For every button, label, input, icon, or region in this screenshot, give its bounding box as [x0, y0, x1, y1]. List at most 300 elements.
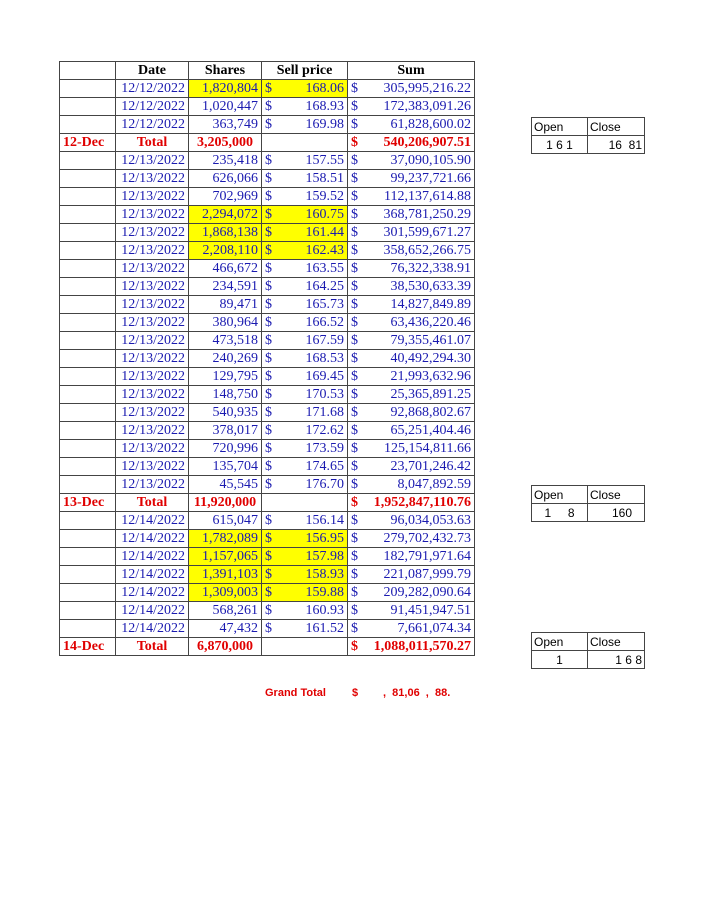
date-cell: 12/13/2022	[116, 242, 189, 260]
sum-cell-value: 23,701,246.42	[390, 459, 471, 474]
close-label: Close	[588, 633, 645, 651]
currency-symbol: $	[265, 549, 272, 564]
price-cell-value: 174.65	[305, 459, 344, 474]
shares-cell: 1,309,003	[189, 584, 262, 602]
currency-symbol: $	[265, 81, 272, 96]
total-shares: 3,205,000	[189, 134, 262, 152]
date-cell: 12/13/2022	[116, 476, 189, 494]
currency-symbol: $	[351, 513, 358, 528]
header-shares: Shares	[189, 62, 262, 80]
open-close-box-1	[531, 117, 645, 154]
row-label	[60, 386, 116, 404]
price-cell	[262, 404, 348, 422]
table-row	[60, 296, 475, 314]
date-cell: 12/14/2022	[116, 530, 189, 548]
price-cell	[262, 368, 348, 386]
sum-cell-value: 305,995,216.22	[383, 81, 471, 96]
price-cell-value: 164.25	[305, 279, 344, 294]
currency-symbol: $	[351, 225, 358, 240]
currency-symbol: $	[351, 405, 358, 420]
currency-symbol: $	[265, 621, 272, 636]
grand-total-label: Grand Total	[265, 687, 326, 699]
date-cell: 12/12/2022	[116, 116, 189, 134]
table-row	[60, 278, 475, 296]
currency-symbol: $	[265, 297, 272, 312]
row-label	[60, 458, 116, 476]
sum-cell	[348, 242, 475, 260]
table-row	[60, 332, 475, 350]
price-cell	[262, 98, 348, 116]
table-row	[60, 386, 475, 404]
grand-total-currency: $	[352, 687, 359, 699]
sum-cell-value: 99,237,721.66	[390, 171, 471, 186]
currency-symbol: $	[351, 189, 358, 204]
price-cell	[262, 314, 348, 332]
row-label	[60, 116, 116, 134]
shares-cell: 626,066	[189, 170, 262, 188]
total-label: Total	[116, 134, 189, 152]
currency-symbol: $	[265, 243, 272, 258]
currency-symbol: $	[351, 279, 358, 294]
date-cell: 12/13/2022	[116, 152, 189, 170]
sum-cell-value: 221,087,999.79	[383, 567, 471, 582]
shares-cell: 45,545	[189, 476, 262, 494]
table-row	[60, 260, 475, 278]
price-cell-value: 159.88	[305, 585, 344, 600]
price-cell	[262, 476, 348, 494]
price-cell	[262, 566, 348, 584]
sum-cell-value: 8,047,892.59	[397, 477, 471, 492]
table-row	[60, 548, 475, 566]
date-cell: 12/13/2022	[116, 206, 189, 224]
currency-symbol: $	[265, 459, 272, 474]
open-value: 1	[532, 651, 588, 669]
currency-symbol: $	[351, 99, 358, 114]
currency-symbol: $	[351, 531, 358, 546]
price-cell-value: 166.52	[305, 315, 344, 330]
currency-symbol: $	[265, 225, 272, 240]
currency-symbol: $	[265, 279, 272, 294]
sum-cell-value: 112,137,614.88	[384, 189, 471, 204]
price-cell	[262, 548, 348, 566]
price-cell	[262, 602, 348, 620]
price-cell	[262, 584, 348, 602]
total-sum	[348, 494, 475, 512]
currency-symbol: $	[351, 549, 358, 564]
price-cell-value: 160.93	[305, 603, 344, 618]
price-cell-value: 169.98	[305, 117, 344, 132]
sum-cell	[348, 530, 475, 548]
price-cell-value: 159.52	[305, 189, 344, 204]
sum-cell	[348, 404, 475, 422]
currency-symbol: $	[265, 477, 272, 492]
row-label	[60, 602, 116, 620]
table-row	[60, 530, 475, 548]
price-cell	[262, 206, 348, 224]
row-label	[60, 332, 116, 350]
open-label: Open	[532, 118, 588, 136]
shares-cell: 135,704	[189, 458, 262, 476]
sum-cell-value: 182,791,971.64	[383, 549, 471, 564]
shares-cell: 2,208,110	[189, 242, 262, 260]
price-cell-value: 162.43	[305, 243, 344, 258]
currency-symbol: $	[265, 315, 272, 330]
table-row	[60, 206, 475, 224]
sum-cell-value: 40,492,294.30	[390, 351, 471, 366]
header-date: Date	[116, 62, 189, 80]
sum-cell	[348, 314, 475, 332]
table-row	[60, 512, 475, 530]
price-cell-value: 160.75	[305, 207, 344, 222]
row-label	[60, 242, 116, 260]
row-label	[60, 476, 116, 494]
currency-symbol: $	[351, 387, 358, 402]
sum-cell	[348, 386, 475, 404]
table-row	[60, 458, 475, 476]
price-cell	[262, 296, 348, 314]
date-cell: 12/13/2022	[116, 188, 189, 206]
close-label: Close	[588, 486, 645, 504]
currency-symbol: $	[265, 117, 272, 132]
header-sum: Sum	[348, 62, 475, 80]
currency-symbol: $	[351, 459, 358, 474]
empty-price	[262, 494, 348, 512]
row-label	[60, 368, 116, 386]
currency-symbol: $	[265, 441, 272, 456]
total-sum-value: 540,206,907.51	[383, 135, 471, 150]
sum-cell	[348, 368, 475, 386]
row-label	[60, 512, 116, 530]
sum-cell-value: 65,251,404.46	[390, 423, 471, 438]
shares-cell: 129,795	[189, 368, 262, 386]
row-label	[60, 314, 116, 332]
header-row	[60, 62, 475, 80]
close-value: 1 6 8	[588, 651, 645, 669]
row-label	[60, 278, 116, 296]
currency-symbol: $	[351, 261, 358, 276]
currency-symbol: $	[351, 153, 358, 168]
price-cell-value: 171.68	[305, 405, 344, 420]
sum-cell-value: 92,868,802.67	[390, 405, 471, 420]
shares-cell: 1,391,103	[189, 566, 262, 584]
shares-cell: 240,269	[189, 350, 262, 368]
currency-symbol: $	[351, 603, 358, 618]
currency-symbol: $	[351, 639, 358, 654]
price-cell	[262, 278, 348, 296]
table-row	[60, 116, 475, 134]
date-cell: 12/14/2022	[116, 602, 189, 620]
price-cell	[262, 188, 348, 206]
table-row	[60, 368, 475, 386]
shares-cell: 1,020,447	[189, 98, 262, 116]
sum-cell	[348, 224, 475, 242]
sum-cell	[348, 206, 475, 224]
shares-cell: 2,294,072	[189, 206, 262, 224]
shares-cell: 89,471	[189, 296, 262, 314]
date-cell: 12/13/2022	[116, 332, 189, 350]
row-label	[60, 296, 116, 314]
empty-price	[262, 134, 348, 152]
currency-symbol: $	[265, 189, 272, 204]
sum-cell	[348, 566, 475, 584]
currency-symbol: $	[265, 603, 272, 618]
shares-cell: 615,047	[189, 512, 262, 530]
date-cell: 12/13/2022	[116, 404, 189, 422]
sum-cell	[348, 98, 475, 116]
sum-cell-value: 125,154,811.66	[384, 441, 471, 456]
currency-symbol: $	[351, 81, 358, 96]
currency-symbol: $	[265, 369, 272, 384]
price-cell	[262, 260, 348, 278]
row-label	[60, 350, 116, 368]
table-row	[60, 476, 475, 494]
shares-cell: 466,672	[189, 260, 262, 278]
sum-cell	[348, 260, 475, 278]
row-label	[60, 584, 116, 602]
shares-cell: 720,996	[189, 440, 262, 458]
price-cell-value: 156.95	[305, 531, 344, 546]
price-cell-value: 173.59	[305, 441, 344, 456]
row-label	[60, 170, 116, 188]
sum-cell-value: 209,282,090.64	[383, 585, 471, 600]
price-cell	[262, 440, 348, 458]
price-cell-value: 157.98	[305, 549, 344, 564]
date-cell: 12/13/2022	[116, 368, 189, 386]
grand-total-value: , 81,06 , 88.	[383, 687, 451, 699]
grand-total	[265, 687, 451, 735]
price-cell	[262, 386, 348, 404]
currency-symbol: $	[351, 567, 358, 582]
price-cell-value: 157.55	[305, 153, 344, 168]
table-row	[60, 602, 475, 620]
currency-symbol: $	[265, 531, 272, 546]
currency-symbol: $	[351, 495, 358, 510]
price-cell	[262, 350, 348, 368]
price-cell	[262, 242, 348, 260]
currency-symbol: $	[351, 171, 358, 186]
currency-symbol: $	[265, 171, 272, 186]
date-cell: 12/12/2022	[116, 80, 189, 98]
open-label: Open	[532, 486, 588, 504]
price-cell	[262, 620, 348, 638]
price-cell	[262, 116, 348, 134]
currency-symbol: $	[265, 423, 272, 438]
sum-cell	[348, 80, 475, 98]
currency-symbol: $	[265, 333, 272, 348]
shares-cell: 234,591	[189, 278, 262, 296]
table-row	[60, 188, 475, 206]
day-label: 13-Dec	[60, 494, 116, 512]
sum-cell	[348, 548, 475, 566]
table-row	[60, 566, 475, 584]
sum-cell	[348, 602, 475, 620]
table-row	[60, 224, 475, 242]
row-label	[60, 422, 116, 440]
currency-symbol: $	[265, 153, 272, 168]
total-shares: 11,920,000	[189, 494, 262, 512]
currency-symbol: $	[265, 513, 272, 528]
currency-symbol: $	[351, 207, 358, 222]
currency-symbol: $	[351, 621, 358, 636]
sum-cell-value: 7,661,074.34	[397, 621, 471, 636]
shares-cell: 380,964	[189, 314, 262, 332]
currency-symbol: $	[351, 315, 358, 330]
price-cell-value: 161.52	[305, 621, 344, 636]
shares-cell: 235,418	[189, 152, 262, 170]
currency-symbol: $	[351, 117, 358, 132]
open-label: Open	[532, 633, 588, 651]
sum-cell-value: 25,365,891.25	[390, 387, 471, 402]
table-row	[60, 350, 475, 368]
date-cell: 12/13/2022	[116, 170, 189, 188]
date-cell: 12/14/2022	[116, 548, 189, 566]
day-label: 12-Dec	[60, 134, 116, 152]
date-cell: 12/13/2022	[116, 350, 189, 368]
price-cell-value: 161.44	[305, 225, 344, 240]
shares-cell: 540,935	[189, 404, 262, 422]
price-cell	[262, 458, 348, 476]
table-row	[60, 170, 475, 188]
shares-cell: 1,820,804	[189, 80, 262, 98]
date-cell: 12/12/2022	[116, 98, 189, 116]
row-label	[60, 566, 116, 584]
table-row	[60, 242, 475, 260]
currency-symbol: $	[351, 297, 358, 312]
total-shares: 6,870,000	[189, 638, 262, 656]
open-value: 1 8	[532, 504, 588, 522]
table-row	[60, 440, 475, 458]
currency-symbol: $	[351, 135, 358, 150]
currency-symbol: $	[265, 405, 272, 420]
sum-cell-value: 14,827,849.89	[390, 297, 471, 312]
currency-symbol: $	[265, 207, 272, 222]
total-row	[60, 494, 475, 512]
total-sum-value: 1,952,847,110.76	[373, 495, 471, 510]
sum-cell	[348, 116, 475, 134]
table-row	[60, 80, 475, 98]
row-label	[60, 206, 116, 224]
total-row	[60, 134, 475, 152]
sum-cell	[348, 296, 475, 314]
row-label	[60, 188, 116, 206]
date-cell: 12/13/2022	[116, 458, 189, 476]
sum-cell	[348, 188, 475, 206]
price-cell-value: 168.53	[305, 351, 344, 366]
currency-symbol: $	[351, 441, 358, 456]
total-label: Total	[116, 638, 189, 656]
price-cell-value: 169.45	[305, 369, 344, 384]
open-close-box-3	[531, 632, 645, 669]
sum-cell-value: 21,993,632.96	[390, 369, 471, 384]
total-sum	[348, 134, 475, 152]
currency-symbol: $	[351, 351, 358, 366]
row-label	[60, 548, 116, 566]
price-cell	[262, 80, 348, 98]
date-cell: 12/13/2022	[116, 224, 189, 242]
currency-symbol: $	[265, 261, 272, 276]
price-cell	[262, 512, 348, 530]
sum-cell	[348, 512, 475, 530]
date-cell: 12/13/2022	[116, 440, 189, 458]
sum-cell-value: 91,451,947.51	[390, 603, 471, 618]
price-cell-value: 158.51	[305, 171, 344, 186]
row-label	[60, 152, 116, 170]
shares-cell: 1,782,089	[189, 530, 262, 548]
price-cell-value: 167.59	[305, 333, 344, 348]
price-cell-value: 176.70	[305, 477, 344, 492]
sum-cell	[348, 476, 475, 494]
shares-cell: 568,261	[189, 602, 262, 620]
header-sell-price: Sell price	[262, 62, 348, 80]
date-cell: 12/13/2022	[116, 260, 189, 278]
sum-cell-value: 279,702,432.73	[383, 531, 471, 546]
price-cell-value: 168.93	[305, 99, 344, 114]
currency-symbol: $	[351, 477, 358, 492]
sum-cell-value: 96,034,053.63	[390, 513, 471, 528]
date-cell: 12/13/2022	[116, 422, 189, 440]
sum-cell-value: 37,090,105.90	[390, 153, 471, 168]
sum-cell-value: 368,781,250.29	[383, 207, 471, 222]
row-label	[60, 80, 116, 98]
total-row	[60, 638, 475, 656]
date-cell: 12/13/2022	[116, 314, 189, 332]
sum-cell-value: 76,322,338.91	[390, 261, 471, 276]
sum-cell-value: 358,652,266.75	[383, 243, 471, 258]
currency-symbol: $	[265, 387, 272, 402]
shares-cell: 47,432	[189, 620, 262, 638]
date-cell: 12/14/2022	[116, 620, 189, 638]
day-label: 14-Dec	[60, 638, 116, 656]
sum-cell	[348, 332, 475, 350]
open-close-box-2	[531, 485, 645, 522]
open-value: 1 6 1	[532, 136, 588, 154]
price-cell-value: 165.73	[305, 297, 344, 312]
currency-symbol: $	[351, 369, 358, 384]
sum-cell	[348, 278, 475, 296]
date-cell: 12/14/2022	[116, 584, 189, 602]
currency-symbol: $	[265, 585, 272, 600]
price-cell-value: 158.93	[305, 567, 344, 582]
price-cell-value: 168.06	[305, 81, 344, 96]
currency-symbol: $	[265, 351, 272, 366]
shares-cell: 363,749	[189, 116, 262, 134]
price-cell	[262, 530, 348, 548]
table-row	[60, 584, 475, 602]
sum-cell-value: 172,383,091.26	[383, 99, 471, 114]
shares-cell: 378,017	[189, 422, 262, 440]
sum-cell	[348, 152, 475, 170]
date-cell: 12/14/2022	[116, 566, 189, 584]
currency-symbol: $	[351, 243, 358, 258]
row-label	[60, 404, 116, 422]
date-cell: 12/13/2022	[116, 386, 189, 404]
row-label	[60, 224, 116, 242]
sum-cell	[348, 440, 475, 458]
shares-cell: 1,157,065	[189, 548, 262, 566]
shares-cell: 702,969	[189, 188, 262, 206]
table-row	[60, 98, 475, 116]
price-cell-value: 172.62	[305, 423, 344, 438]
currency-symbol: $	[351, 423, 358, 438]
table-row	[60, 314, 475, 332]
sum-cell-value: 79,355,461.07	[390, 333, 471, 348]
trades-table	[59, 61, 475, 656]
date-cell: 12/13/2022	[116, 296, 189, 314]
header-label	[60, 62, 116, 80]
table-row	[60, 404, 475, 422]
price-cell-value: 156.14	[305, 513, 344, 528]
price-cell-value: 170.53	[305, 387, 344, 402]
